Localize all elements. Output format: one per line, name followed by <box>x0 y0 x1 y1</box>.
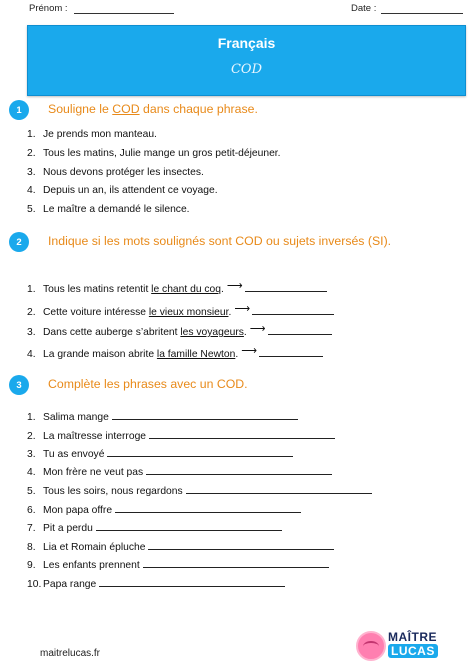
answer-blank[interactable] <box>99 577 285 587</box>
list-item: 3. Dans cette auberge s’abritent les voyageurs. ⟶ <box>27 325 332 338</box>
answer-blank[interactable] <box>143 558 329 568</box>
answer-blank[interactable] <box>148 540 334 550</box>
section-3-number: 3 <box>9 375 29 395</box>
list-item: 4. La grande maison abrite la famille Newton. ⟶ <box>27 347 323 360</box>
list-item: 5. Tous les soirs, nous regardons <box>27 484 372 497</box>
arrow-icon: ⟶ <box>234 303 251 315</box>
answer-blank[interactable] <box>245 282 327 292</box>
answer-blank[interactable] <box>149 429 335 439</box>
list-item: 3. Nous devons protéger les insectes. <box>27 167 204 178</box>
instruction-text: Souligne le <box>48 102 113 116</box>
answer-blank[interactable] <box>96 521 282 531</box>
answer-blank[interactable] <box>115 503 301 513</box>
list-item: 9. Les enfants prennent <box>27 558 329 571</box>
list-item: 5. Le maître a demandé le silence. <box>27 204 190 215</box>
list-item: 8. Lia et Romain épluche <box>27 540 334 553</box>
list-item: 1. Je prends mon manteau. <box>27 129 157 140</box>
date-label: Date : <box>351 3 377 14</box>
date-line <box>381 13 463 14</box>
prenom-line <box>74 13 174 14</box>
section-3-instruction: Complète les phrases avec un COD. <box>48 377 248 391</box>
page-subtitle: COD <box>230 62 263 77</box>
logo-line-1: MAÎTRE <box>388 630 437 644</box>
title-banner <box>27 25 466 96</box>
instruction-underlined: COD <box>112 102 140 116</box>
list-item: 2. Tous les matins, Julie mange un gros petit-déjeuner. <box>27 148 281 159</box>
list-item: 2. Cette voiture intéresse le vieux monsieur. ⟶ <box>27 305 334 318</box>
page-title: Français <box>217 35 276 51</box>
logo-line-2: LUCAS <box>388 644 438 658</box>
answer-blank[interactable] <box>186 484 372 494</box>
section-2-instruction: Indique si les mots soulignés sont COD ou sujets inversés (SI). <box>48 234 392 248</box>
instruction-text: dans chaque phrase. <box>139 102 258 116</box>
answer-blank[interactable] <box>112 410 298 420</box>
arrow-icon: ⟶ <box>241 345 257 357</box>
list-item: 1. Tous les matins retentit le chant du coq. ⟶ <box>27 282 327 295</box>
list-item: 2. La maîtresse interroge <box>27 429 335 442</box>
brand-logo <box>356 627 464 661</box>
arrow-icon: ⟶ <box>249 323 266 335</box>
section-1-instruction <box>48 102 258 116</box>
answer-blank[interactable] <box>107 447 293 457</box>
section-1-number: 1 <box>9 100 29 120</box>
section-2-number: 2 <box>9 232 29 252</box>
prenom-field[interactable] <box>29 3 174 14</box>
footer-site[interactable]: maitrelucas.fr <box>40 648 101 659</box>
brain-icon <box>356 631 386 661</box>
answer-blank[interactable] <box>268 325 332 335</box>
answer-blank[interactable] <box>146 465 332 475</box>
list-item: 1. Salima mange <box>27 410 298 423</box>
list-item: 7. Pit a perdu <box>27 521 282 534</box>
arrow-icon: ⟶ <box>226 280 243 292</box>
list-item: 6. Mon papa offre <box>27 503 301 516</box>
prenom-label: Prénom : <box>29 3 68 14</box>
list-item: 4. Mon frère ne veut pas <box>27 465 332 478</box>
list-item: 10. Papa range <box>27 577 285 590</box>
list-item: 3. Tu as envoyé <box>27 447 293 460</box>
list-item: 4. Depuis un an, ils attendent ce voyage. <box>27 185 218 196</box>
answer-blank[interactable] <box>252 305 334 315</box>
date-field[interactable] <box>351 3 463 14</box>
answer-blank[interactable] <box>259 347 323 357</box>
